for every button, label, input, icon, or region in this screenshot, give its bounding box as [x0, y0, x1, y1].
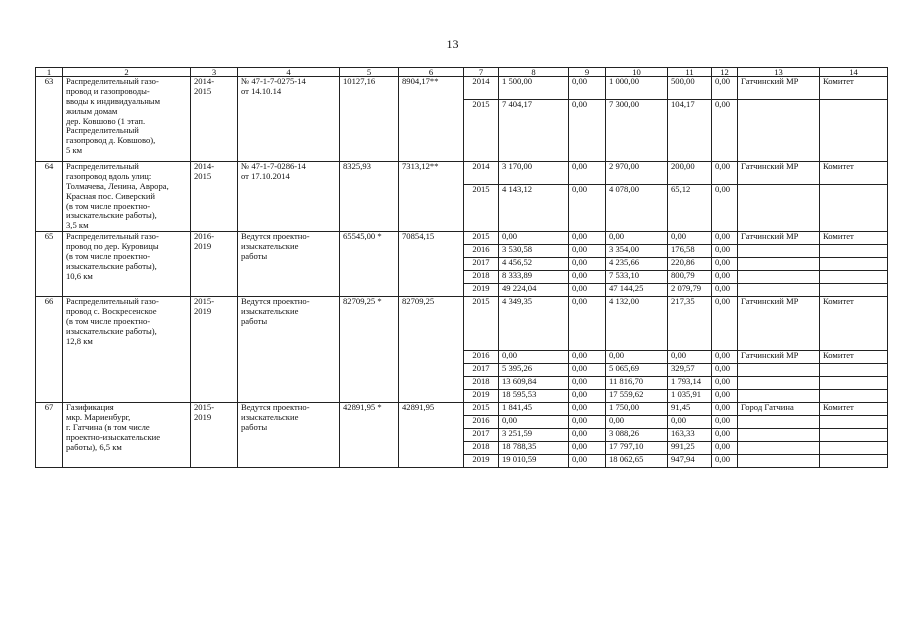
year-cell: 2017 — [464, 364, 499, 377]
project-number: 66 — [36, 297, 63, 403]
amount-col11-cell: 800,79 — [668, 271, 712, 284]
amount-col12-cell: 0,00 — [712, 429, 738, 442]
responsible-cell: Комитет — [820, 232, 888, 245]
responsible-cell — [820, 284, 888, 297]
amount-col10-cell: 1 750,00 — [606, 403, 668, 416]
amount-col12-cell: 0,00 — [712, 162, 738, 185]
amount-total-cell: 3 251,59 — [499, 429, 569, 442]
year-cell: 2015 — [464, 403, 499, 416]
amount-total-cell: 13 609,84 — [499, 377, 569, 390]
project-cost-total: 42891,95 — [399, 403, 464, 468]
responsible-cell — [820, 416, 888, 429]
amount-col10-cell: 18 062,65 — [606, 455, 668, 468]
year-cell: 2018 — [464, 377, 499, 390]
year-cell: 2015 — [464, 185, 499, 232]
project-document: Ведутся проектно- изыскательские работы — [238, 403, 340, 468]
amount-col10-cell: 5 065,69 — [606, 364, 668, 377]
col-header: 3 — [191, 68, 238, 77]
project-cost-total: 8904,17** — [399, 77, 464, 162]
amount-col10-cell: 4 132,00 — [606, 297, 668, 351]
col-header: 2 — [63, 68, 191, 77]
year-cell: 2015 — [464, 100, 499, 162]
amount-col11-cell: 1 035,91 — [668, 390, 712, 403]
amount-col9-cell: 0,00 — [569, 442, 606, 455]
project-name: Распределительный газо- провод и газопроводы- вводы к индивидуальным жилым домам дер. Ковшово (1 этап. Распределительный газопровод д. Ковшово), 5 км — [63, 77, 191, 162]
project-document: Ведутся проектно- изыскательские работы — [238, 232, 340, 297]
year-cell: 2016 — [464, 351, 499, 364]
amount-col12-cell: 0,00 — [712, 377, 738, 390]
responsible-cell: Комитет — [820, 351, 888, 364]
amount-col10-cell: 0,00 — [606, 232, 668, 245]
municipality-cell — [738, 284, 820, 297]
amount-col11-cell: 220,86 — [668, 258, 712, 271]
project-number: 63 — [36, 77, 63, 162]
municipality-cell — [738, 271, 820, 284]
amount-col10-cell: 17 797,10 — [606, 442, 668, 455]
municipality-cell — [738, 364, 820, 377]
municipality-cell — [738, 455, 820, 468]
amount-col11-cell: 947,94 — [668, 455, 712, 468]
table-row — [36, 162, 888, 185]
municipality-cell — [738, 185, 820, 232]
year-cell: 2014 — [464, 77, 499, 100]
amount-col11-cell: 163,33 — [668, 429, 712, 442]
project-period: 2015- 2019 — [191, 297, 238, 403]
year-cell: 2018 — [464, 271, 499, 284]
amount-col10-cell: 4 235,66 — [606, 258, 668, 271]
municipality-cell — [738, 416, 820, 429]
amount-col10-cell: 3 088,26 — [606, 429, 668, 442]
municipality-cell — [738, 377, 820, 390]
amount-total-cell: 4 349,35 — [499, 297, 569, 351]
amount-col11-cell: 65,12 — [668, 185, 712, 232]
amount-total-cell: 5 395,26 — [499, 364, 569, 377]
amount-col12-cell: 0,00 — [712, 271, 738, 284]
municipality-cell: Гатчинский МР — [738, 162, 820, 185]
project-number: 67 — [36, 403, 63, 468]
municipality-cell — [738, 429, 820, 442]
amount-total-cell: 0,00 — [499, 351, 569, 364]
col-header: 7 — [464, 68, 499, 77]
year-cell: 2019 — [464, 390, 499, 403]
amount-col12-cell: 0,00 — [712, 100, 738, 162]
amount-col12-cell: 0,00 — [712, 455, 738, 468]
project-name: Газификация мкр. Мариенбург, г. Гатчина (в том числе проектно-изыскательские работы), 6,5 км — [63, 403, 191, 468]
col-header: 5 — [340, 68, 399, 77]
project-number: 65 — [36, 232, 63, 297]
responsible-cell — [820, 442, 888, 455]
amount-col11-cell: 104,17 — [668, 100, 712, 162]
year-cell: 2019 — [464, 455, 499, 468]
amount-total-cell: 19 010,59 — [499, 455, 569, 468]
amount-col12-cell: 0,00 — [712, 185, 738, 232]
amount-col9-cell: 0,00 — [569, 429, 606, 442]
amount-col12-cell: 0,00 — [712, 442, 738, 455]
year-cell: 2016 — [464, 245, 499, 258]
responsible-cell — [820, 100, 888, 162]
amount-col11-cell: 0,00 — [668, 232, 712, 245]
responsible-cell — [820, 429, 888, 442]
amount-col11-cell: 500,00 — [668, 77, 712, 100]
col-header: 12 — [712, 68, 738, 77]
project-cost-total: 82709,25 — [399, 297, 464, 403]
project-period: 2014- 2015 — [191, 162, 238, 232]
municipality-cell — [738, 442, 820, 455]
project-number: 64 — [36, 162, 63, 232]
amount-total-cell: 3 530,58 — [499, 245, 569, 258]
amount-col10-cell: 0,00 — [606, 416, 668, 429]
municipality-cell: Гатчинский МР — [738, 351, 820, 364]
responsible-cell — [820, 377, 888, 390]
amount-col12-cell: 0,00 — [712, 351, 738, 364]
amount-col9-cell: 0,00 — [569, 100, 606, 162]
municipality-cell: Гатчинский МР — [738, 297, 820, 351]
amount-total-cell: 4 143,12 — [499, 185, 569, 232]
amount-col10-cell: 47 144,25 — [606, 284, 668, 297]
amount-col10-cell: 17 559,62 — [606, 390, 668, 403]
amount-col12-cell: 0,00 — [712, 77, 738, 100]
amount-col9-cell: 0,00 — [569, 455, 606, 468]
amount-col11-cell: 200,00 — [668, 162, 712, 185]
amount-col10-cell: 4 078,00 — [606, 185, 668, 232]
amount-col10-cell: 0,00 — [606, 351, 668, 364]
responsible-cell — [820, 258, 888, 271]
project-cost-total: 7313,12** — [399, 162, 464, 232]
amount-col9-cell: 0,00 — [569, 377, 606, 390]
project-document: № 47-1-7-0286-14 от 17.10.2014 — [238, 162, 340, 232]
amount-col9-cell: 0,00 — [569, 232, 606, 245]
amount-col11-cell: 91,45 — [668, 403, 712, 416]
municipality-cell: Город Гатчина — [738, 403, 820, 416]
responsible-cell — [820, 390, 888, 403]
amount-total-cell: 8 333,89 — [499, 271, 569, 284]
amount-col12-cell: 0,00 — [712, 297, 738, 351]
table-row — [36, 77, 888, 100]
municipality-cell — [738, 390, 820, 403]
amount-col11-cell: 1 793,14 — [668, 377, 712, 390]
amount-col12-cell: 0,00 — [712, 232, 738, 245]
responsible-cell — [820, 364, 888, 377]
amount-total-cell: 3 170,00 — [499, 162, 569, 185]
amount-col9-cell: 0,00 — [569, 390, 606, 403]
page-number: 13 — [446, 37, 459, 51]
amount-col12-cell: 0,00 — [712, 284, 738, 297]
amount-col9-cell: 0,00 — [569, 185, 606, 232]
project-cost-estimate: 82709,25 * — [340, 297, 399, 403]
table-row — [36, 232, 888, 245]
municipality-cell — [738, 258, 820, 271]
year-cell: 2017 — [464, 429, 499, 442]
col-header: 13 — [738, 68, 820, 77]
amount-col11-cell: 0,00 — [668, 351, 712, 364]
amount-col11-cell: 2 079,79 — [668, 284, 712, 297]
amount-col9-cell: 0,00 — [569, 162, 606, 185]
amount-col9-cell: 0,00 — [569, 364, 606, 377]
project-name: Распределительный газопровод вдоль улиц: Толмачева, Ленина, Аврора, Красная пос. Сиверский (в том числе проектно- изыскательские работы), 3,5 км — [63, 162, 191, 232]
table-row — [36, 403, 888, 416]
year-cell: 2015 — [464, 297, 499, 351]
amount-col11-cell: 176,58 — [668, 245, 712, 258]
col-header: 6 — [399, 68, 464, 77]
amount-col12-cell: 0,00 — [712, 245, 738, 258]
amount-col12-cell: 0,00 — [712, 258, 738, 271]
responsible-cell: Комитет — [820, 403, 888, 416]
amount-col10-cell: 7 533,10 — [606, 271, 668, 284]
project-cost-estimate: 65545,00 * — [340, 232, 399, 297]
amount-col10-cell: 2 970,00 — [606, 162, 668, 185]
amount-col10-cell: 11 816,70 — [606, 377, 668, 390]
amount-col9-cell: 0,00 — [569, 403, 606, 416]
responsible-cell: Комитет — [820, 77, 888, 100]
responsible-cell: Комитет — [820, 162, 888, 185]
amount-col9-cell: 0,00 — [569, 297, 606, 351]
amount-total-cell: 18 788,35 — [499, 442, 569, 455]
year-cell: 2014 — [464, 162, 499, 185]
amount-col11-cell: 329,57 — [668, 364, 712, 377]
responsible-cell — [820, 455, 888, 468]
col-header: 8 — [499, 68, 569, 77]
amount-col9-cell: 0,00 — [569, 271, 606, 284]
amount-col12-cell: 0,00 — [712, 390, 738, 403]
project-cost-estimate: 42891,95 * — [340, 403, 399, 468]
responsible-cell — [820, 271, 888, 284]
amount-col12-cell: 0,00 — [712, 416, 738, 429]
program-table — [35, 67, 888, 468]
amount-col9-cell: 0,00 — [569, 245, 606, 258]
municipality-cell — [738, 245, 820, 258]
project-period: 2015- 2019 — [191, 403, 238, 468]
project-name: Распределительный газо- провод по дер. Куровицы (в том числе проектно- изыскательские работы), 10,6 км — [63, 232, 191, 297]
col-header: 10 — [606, 68, 668, 77]
project-cost-estimate: 10127,16 — [340, 77, 399, 162]
municipality-cell: Гатчинский МР — [738, 232, 820, 245]
amount-col10-cell: 1 000,00 — [606, 77, 668, 100]
amount-col11-cell: 217,35 — [668, 297, 712, 351]
amount-col11-cell: 991,25 — [668, 442, 712, 455]
project-cost-estimate: 8325,93 — [340, 162, 399, 232]
year-cell: 2018 — [464, 442, 499, 455]
amount-total-cell: 7 404,17 — [499, 100, 569, 162]
responsible-cell: Комитет — [820, 297, 888, 351]
responsible-cell — [820, 245, 888, 258]
table-body — [36, 77, 888, 468]
year-cell: 2015 — [464, 232, 499, 245]
amount-total-cell: 49 224,04 — [499, 284, 569, 297]
col-header: 9 — [569, 68, 606, 77]
responsible-cell — [820, 185, 888, 232]
municipality-cell: Гатчинский МР — [738, 77, 820, 100]
project-document: № 47-1-7-0275-14 от 14.10.14 — [238, 77, 340, 162]
col-header: 4 — [238, 68, 340, 77]
project-cost-total: 70854,15 — [399, 232, 464, 297]
year-cell: 2017 — [464, 258, 499, 271]
amount-col9-cell: 0,00 — [569, 258, 606, 271]
amount-total-cell: 1 500,00 — [499, 77, 569, 100]
municipality-cell — [738, 100, 820, 162]
project-period: 2014- 2015 — [191, 77, 238, 162]
amount-col9-cell: 0,00 — [569, 284, 606, 297]
amount-col12-cell: 0,00 — [712, 364, 738, 377]
project-document: Ведутся проектно- изыскательские работы — [238, 297, 340, 403]
amount-total-cell: 0,00 — [499, 232, 569, 245]
amount-col10-cell: 7 300,00 — [606, 100, 668, 162]
col-header: 11 — [668, 68, 712, 77]
table-row — [36, 297, 888, 351]
amount-col9-cell: 0,00 — [569, 77, 606, 100]
amount-col11-cell: 0,00 — [668, 416, 712, 429]
amount-total-cell: 1 841,45 — [499, 403, 569, 416]
col-header: 1 — [36, 68, 63, 77]
amount-col10-cell: 3 354,00 — [606, 245, 668, 258]
amount-total-cell: 4 456,52 — [499, 258, 569, 271]
col-header: 14 — [820, 68, 888, 77]
project-name: Распределительный газо- провод с. Воскресенское (в том числе проектно- изыскательские работы), 12,8 км — [63, 297, 191, 403]
project-period: 2016- 2019 — [191, 232, 238, 297]
year-cell: 2016 — [464, 416, 499, 429]
year-cell: 2019 — [464, 284, 499, 297]
amount-total-cell: 18 595,53 — [499, 390, 569, 403]
amount-col9-cell: 0,00 — [569, 416, 606, 429]
header-row — [36, 68, 888, 77]
amount-total-cell: 0,00 — [499, 416, 569, 429]
amount-col12-cell: 0,00 — [712, 403, 738, 416]
amount-col9-cell: 0,00 — [569, 351, 606, 364]
